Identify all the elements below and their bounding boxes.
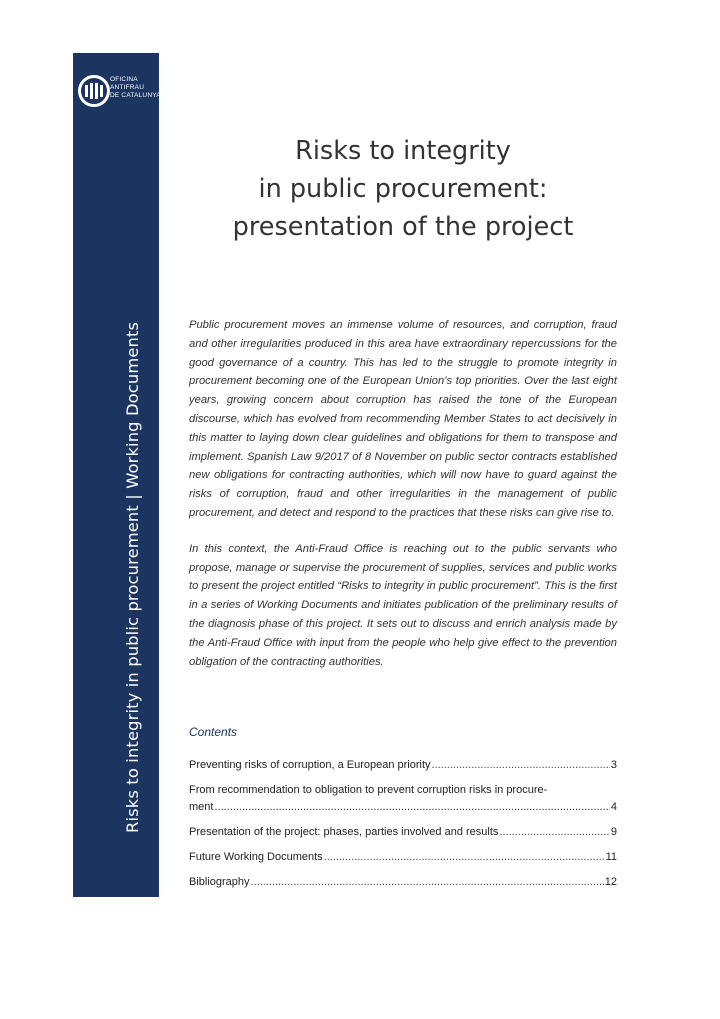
toc-leader [499, 824, 609, 841]
toc-item-page: 11 [605, 851, 617, 863]
toc-item-label: Preventing risks of corruption, a European priority [189, 759, 431, 771]
toc-item-page: 9 [610, 826, 617, 838]
toc-leader [214, 799, 609, 816]
logo-line-2: ANTIFRAU [110, 84, 145, 91]
toc-item-page: 4 [610, 801, 617, 813]
sidebar-vertical-area [73, 53, 159, 897]
toc-item[interactable] [189, 757, 617, 774]
title-line-1: Risks to integrity [295, 136, 511, 166]
table-of-contents [189, 757, 617, 899]
toc-item-page: 3 [610, 759, 617, 771]
toc-leader [324, 849, 605, 866]
toc-item-page: 12 [604, 876, 617, 888]
toc-item[interactable] [189, 824, 617, 841]
toc-item[interactable] [189, 849, 617, 866]
toc-item-label: From recommendation to obligation to prevent corruption risks in procure- [189, 784, 548, 796]
document-number: 1 [96, 240, 131, 260]
toc-item-label: Bibliography [189, 876, 250, 888]
abstract-paragraph-1: Public procurement moves an immense volume of resources, and corruption, fraud and other irregularities produced in this area have extraordinary repercussions for the good governance of a country. This has led to the struggle to promote integrity in procurement becoming one of the European Union’s top priorities. Over the last eight years, growing concern about corruption has raised the tone of the European discourse, which has evolved from recommending Member States to act decisively in this matter to laying down clear guidelines and obligations for them to transpose and implement. Spanish Law 9/2017 of 8 November on public sector contracts established new obligations for contracting authorities, which will now have to guard against the risks of corruption, fraud and other irregularities in the management of public procurement, and detect and respond to the practices that these risks can give rise to. [189, 319, 617, 519]
logo-line-1: OFICINA [110, 76, 138, 83]
abstract-paragraph-2: In this context, the Anti-Fraud Office is reaching out to the public servants who propose, manage or supervise the procurement of supplies, services and public works to present the project entitled “Risks to integrity in public procurement”. This is the first in a series of Working Documents and initiates publication of the preliminary results of the diagnosis phase of this project. It sets out to discuss and enrich analysis made by the Anti-Fraud Office with input from the people who help give effect to the prevention obligation of the contracting authorities. [189, 542, 617, 668]
toc-item-label-continued: ment [189, 801, 214, 813]
contents-heading: Contents [189, 725, 238, 739]
toc-leader [432, 757, 610, 774]
title-line-3: presentation of the project [232, 212, 574, 242]
page-title [190, 132, 616, 246]
toc-item-label: Future Working Documents [189, 851, 323, 863]
toc-item-label: Presentation of the project: phases, parties involved and results [189, 826, 499, 838]
toc-item[interactable] [189, 782, 617, 816]
abstract [189, 316, 617, 688]
toc-item[interactable] [189, 874, 617, 891]
toc-leader [251, 874, 604, 891]
title-line-2: in public procurement: [258, 174, 548, 204]
series-title: Risks to integrity in public procurement | Working Documents [123, 321, 142, 833]
logo-line-3: DE CATALUNYA [110, 92, 161, 99]
